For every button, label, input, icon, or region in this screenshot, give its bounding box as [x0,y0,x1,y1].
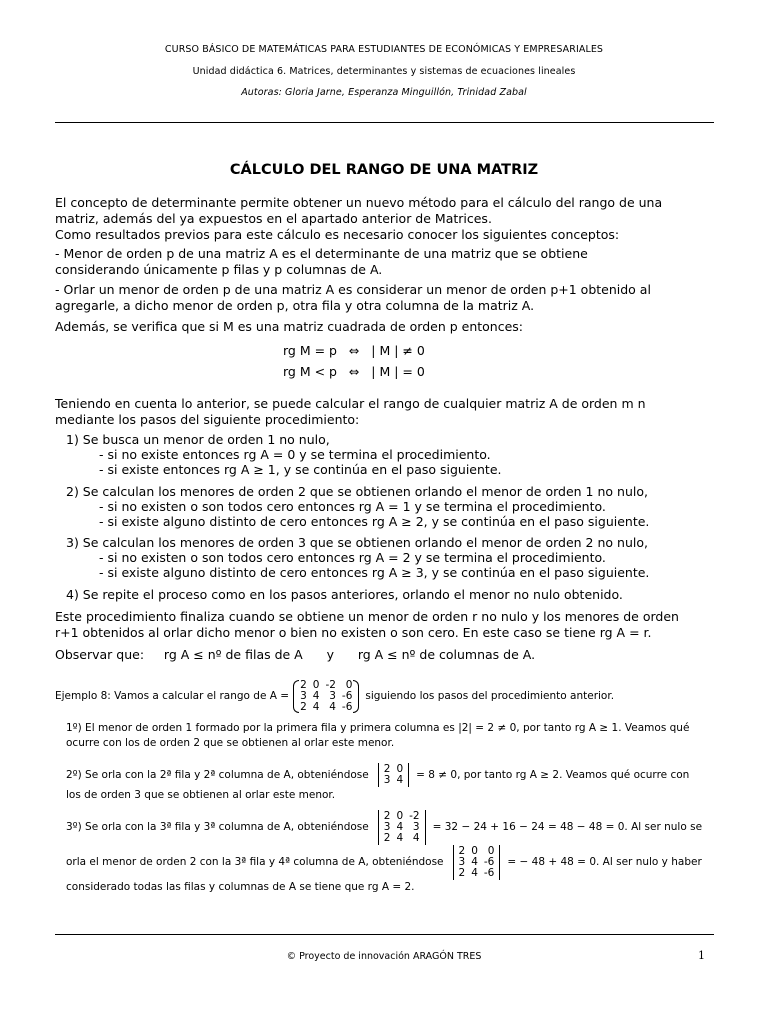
step-sub: - si no existen o son todos cero entonces rg A = 2 y se termina el procedimiento. [99,550,606,565]
matrix-cell: 0 [312,678,320,691]
matrix-cell: 4 [396,820,404,833]
matrix-cell: 2 [300,700,307,713]
matrix-cell: 3 [383,820,391,833]
example-tail: siguiendo los pasos del procedimiento anterior. [365,689,615,702]
step-sub: - si existe entonces rg A ≥ 1, y se continúa en el paso siguiente. [99,462,502,477]
concept-line: - Menor de orden p de una matriz A es el determinante de una matriz que se obtiene [55,246,588,261]
example-step-3 [66,808,702,846]
finaliza-line: r+1 obtenidos al orlar dicho menor o bien no existen o son cero. En este caso se tiene rg A = r. [55,625,652,640]
step-1 [66,432,714,477]
example-step2-line2: los de orden 3 que se obtienen al orlar este menor. [66,789,336,801]
page-title: CÁLCULO DEL RANGO DE UNA MATRIZ [229,162,539,178]
footer-credit: © Proyecto de innovación ARAGÓN TRES [286,951,482,962]
matrix-cell: 3 [329,689,336,702]
matrix-cell: 0 [396,763,404,775]
example-step3-tail: = 32 − 24 + 16 − 24 = 48 − 48 = 0. Al ser nulo se [432,820,703,833]
intro-line: matriz, además del ya expuestos en el apartado anterior de Matrices. [55,211,492,226]
determinant-2x2 [381,764,406,786]
intro-line: Como resultados previos para este cálculo es necesario conocer los siguientes conceptos: [55,227,620,242]
example-conclusion: considerado todas las filas y columnas de A se tiene que rg A = 2. [66,881,415,893]
determinant-3x3-b [456,846,498,879]
procedure-intro [55,396,714,428]
example-step2-tail: = 8 ≠ 0, por tanto rg A ≥ 2. Veamos qué ocurre con [416,768,690,781]
concept-orlar [55,282,714,314]
step-sub: - si no existe entonces rg A = 0 y se termina el procedimiento. [99,447,491,462]
step-sub: - si existe alguno distinto de cero entonces rg A ≥ 2, y se continúa en el paso siguiente. [99,514,650,529]
example-step4-lead: orla el menor de orden 2 con la 3ª fila y 4ª columna de A, obteniéndose [66,855,444,868]
step-sub: - si no existen o son todos cero entonces rg A = 1 y se termina el procedimiento. [99,499,606,514]
matrix-cell: 0 [345,678,353,691]
matrix-cell: 0 [396,809,404,822]
matrix-cell: -2 [409,809,420,822]
step-3 [66,535,714,580]
observar-line: Observar que: rg A ≤ nº de filas de A y rg A ≤ nº de columnas de A. [55,647,536,662]
matrix-cell: -6 [341,700,353,713]
procedure-line: mediante los pasos del siguiente procedimiento: [55,412,360,427]
header-divider [55,122,714,123]
page-number: 1 [698,949,705,962]
intro-paragraph [55,195,714,243]
example-step4-tail: = − 48 + 48 = 0. Al ser nulo y haber [507,855,702,868]
matrix-cell: 3 [383,774,391,786]
matrix-cell: 0 [487,844,495,857]
step-sub: - si existe alguno distinto de cero entonces rg A ≥ 3, y se continúa en el paso siguiente. [99,565,650,580]
concept-line: - Orlar un menor de orden p de una matriz A es considerar un menor de orden p+1 obtenido al [55,282,651,297]
matrix-cell: 4 [396,774,404,786]
matrix-cell: 2 [383,763,391,775]
matrix-cell: 4 [412,831,420,844]
step-head: 1) Se busca un menor de orden 1 no nulo, [66,432,330,447]
concept-menor [55,246,714,278]
example-step-2 [66,761,689,789]
concept-line: agregarle, a dicho menor de orden p, otra fila y otra columna de la matriz A. [55,298,535,313]
finaliza-paragraph [55,609,714,641]
matrix-cell: 4 [396,831,404,844]
footer-divider [55,934,714,935]
matrix-cell: 4 [312,700,320,713]
matrix-cell: 2 [300,678,307,691]
matrix-cell: 3 [458,855,466,868]
example-8 [55,678,614,714]
step-head: 2) Se calculan los menores de orden 2 que se obtienen orlando el menor de orden 1 no nulo, [66,484,648,499]
finaliza-line: Este procedimiento finaliza cuando se obtiene un menor de orden r no nulo y los menores de orden [55,609,679,624]
concept-line: considerando únicamente p filas y p columnas de A. [55,262,383,277]
matrix-cell: 4 [471,866,478,879]
equivalence-2: rg M < p ⇔ | M | = 0 [283,364,425,379]
determinant-3x3-a [381,811,423,844]
example-step2-lead: 2º) Se orla con la 2ª fila y 2ª columna de A, obteniéndose [66,768,369,781]
matrix-cell: 4 [329,700,336,713]
matrix-cell: 2 [458,866,466,879]
procedure-line: Teniendo en cuenta lo anterior, se puede calcular el rango de cualquier matriz A de orden m n [55,396,646,411]
step-2 [66,484,714,529]
course-header: CURSO BÁSICO DE MATEMÁTICAS PARA ESTUDIANTES DE ECONÓMICAS Y EMPRESARIALES [164,44,604,55]
matrix-cell: 2 [458,844,466,857]
step-4: 4) Se repite el proceso como en los pasos anteriores, orlando el menor no nulo obtenido. [66,587,623,602]
matrix-A [297,680,355,713]
matrix-cell: 3 [300,689,307,702]
example-step-1 [66,721,714,751]
example-step-4 [66,843,702,881]
matrix-cell: 2 [383,809,391,822]
example-line: 1º) El menor de orden 1 formado por la primera fila y primera columna es |2| = 2 ≠ 0, por tanto rg A ≥ 1. Veamos qué [66,722,690,734]
unit-header: Unidad didáctica 6. Matrices, determinantes y sistemas de ecuaciones lineales [192,66,576,77]
example-lead: Ejemplo 8: Vamos a calcular el rango de A = [55,689,290,702]
matrix-cell: 2 [383,831,391,844]
example-step3-lead: 3º) Se orla con la 3ª fila y 3ª columna de A, obteniéndose [66,820,369,833]
matrix-cell: 0 [471,844,478,857]
matrix-cell: -6 [483,855,495,868]
matrix-cell: -6 [341,689,353,702]
matrix-cell: -2 [325,678,336,691]
equivalence-1: rg M = p ⇔ | M | ≠ 0 [283,343,425,358]
step-head: 3) Se calculan los menores de orden 3 que se obtienen orlando el menor de orden 2 no nulo, [66,535,648,550]
authors-header: Autoras: Gloria Jarne, Esperanza Minguillón, Trinidad Zabal [241,87,527,98]
matrix-cell: 3 [412,820,420,833]
intro-line: El concepto de determinante permite obtener un nuevo método para el cálculo del rango de una [55,195,663,210]
matrix-cell: 4 [471,855,478,868]
example-line: ocurre con los de orden 2 que se obtienen al orlar este menor. [66,737,395,749]
matrix-cell: 4 [312,689,320,702]
matrix-cell: -6 [483,866,495,879]
ademas-line: Además, se verifica que si M es una matriz cuadrada de orden p entonces: [55,319,524,334]
